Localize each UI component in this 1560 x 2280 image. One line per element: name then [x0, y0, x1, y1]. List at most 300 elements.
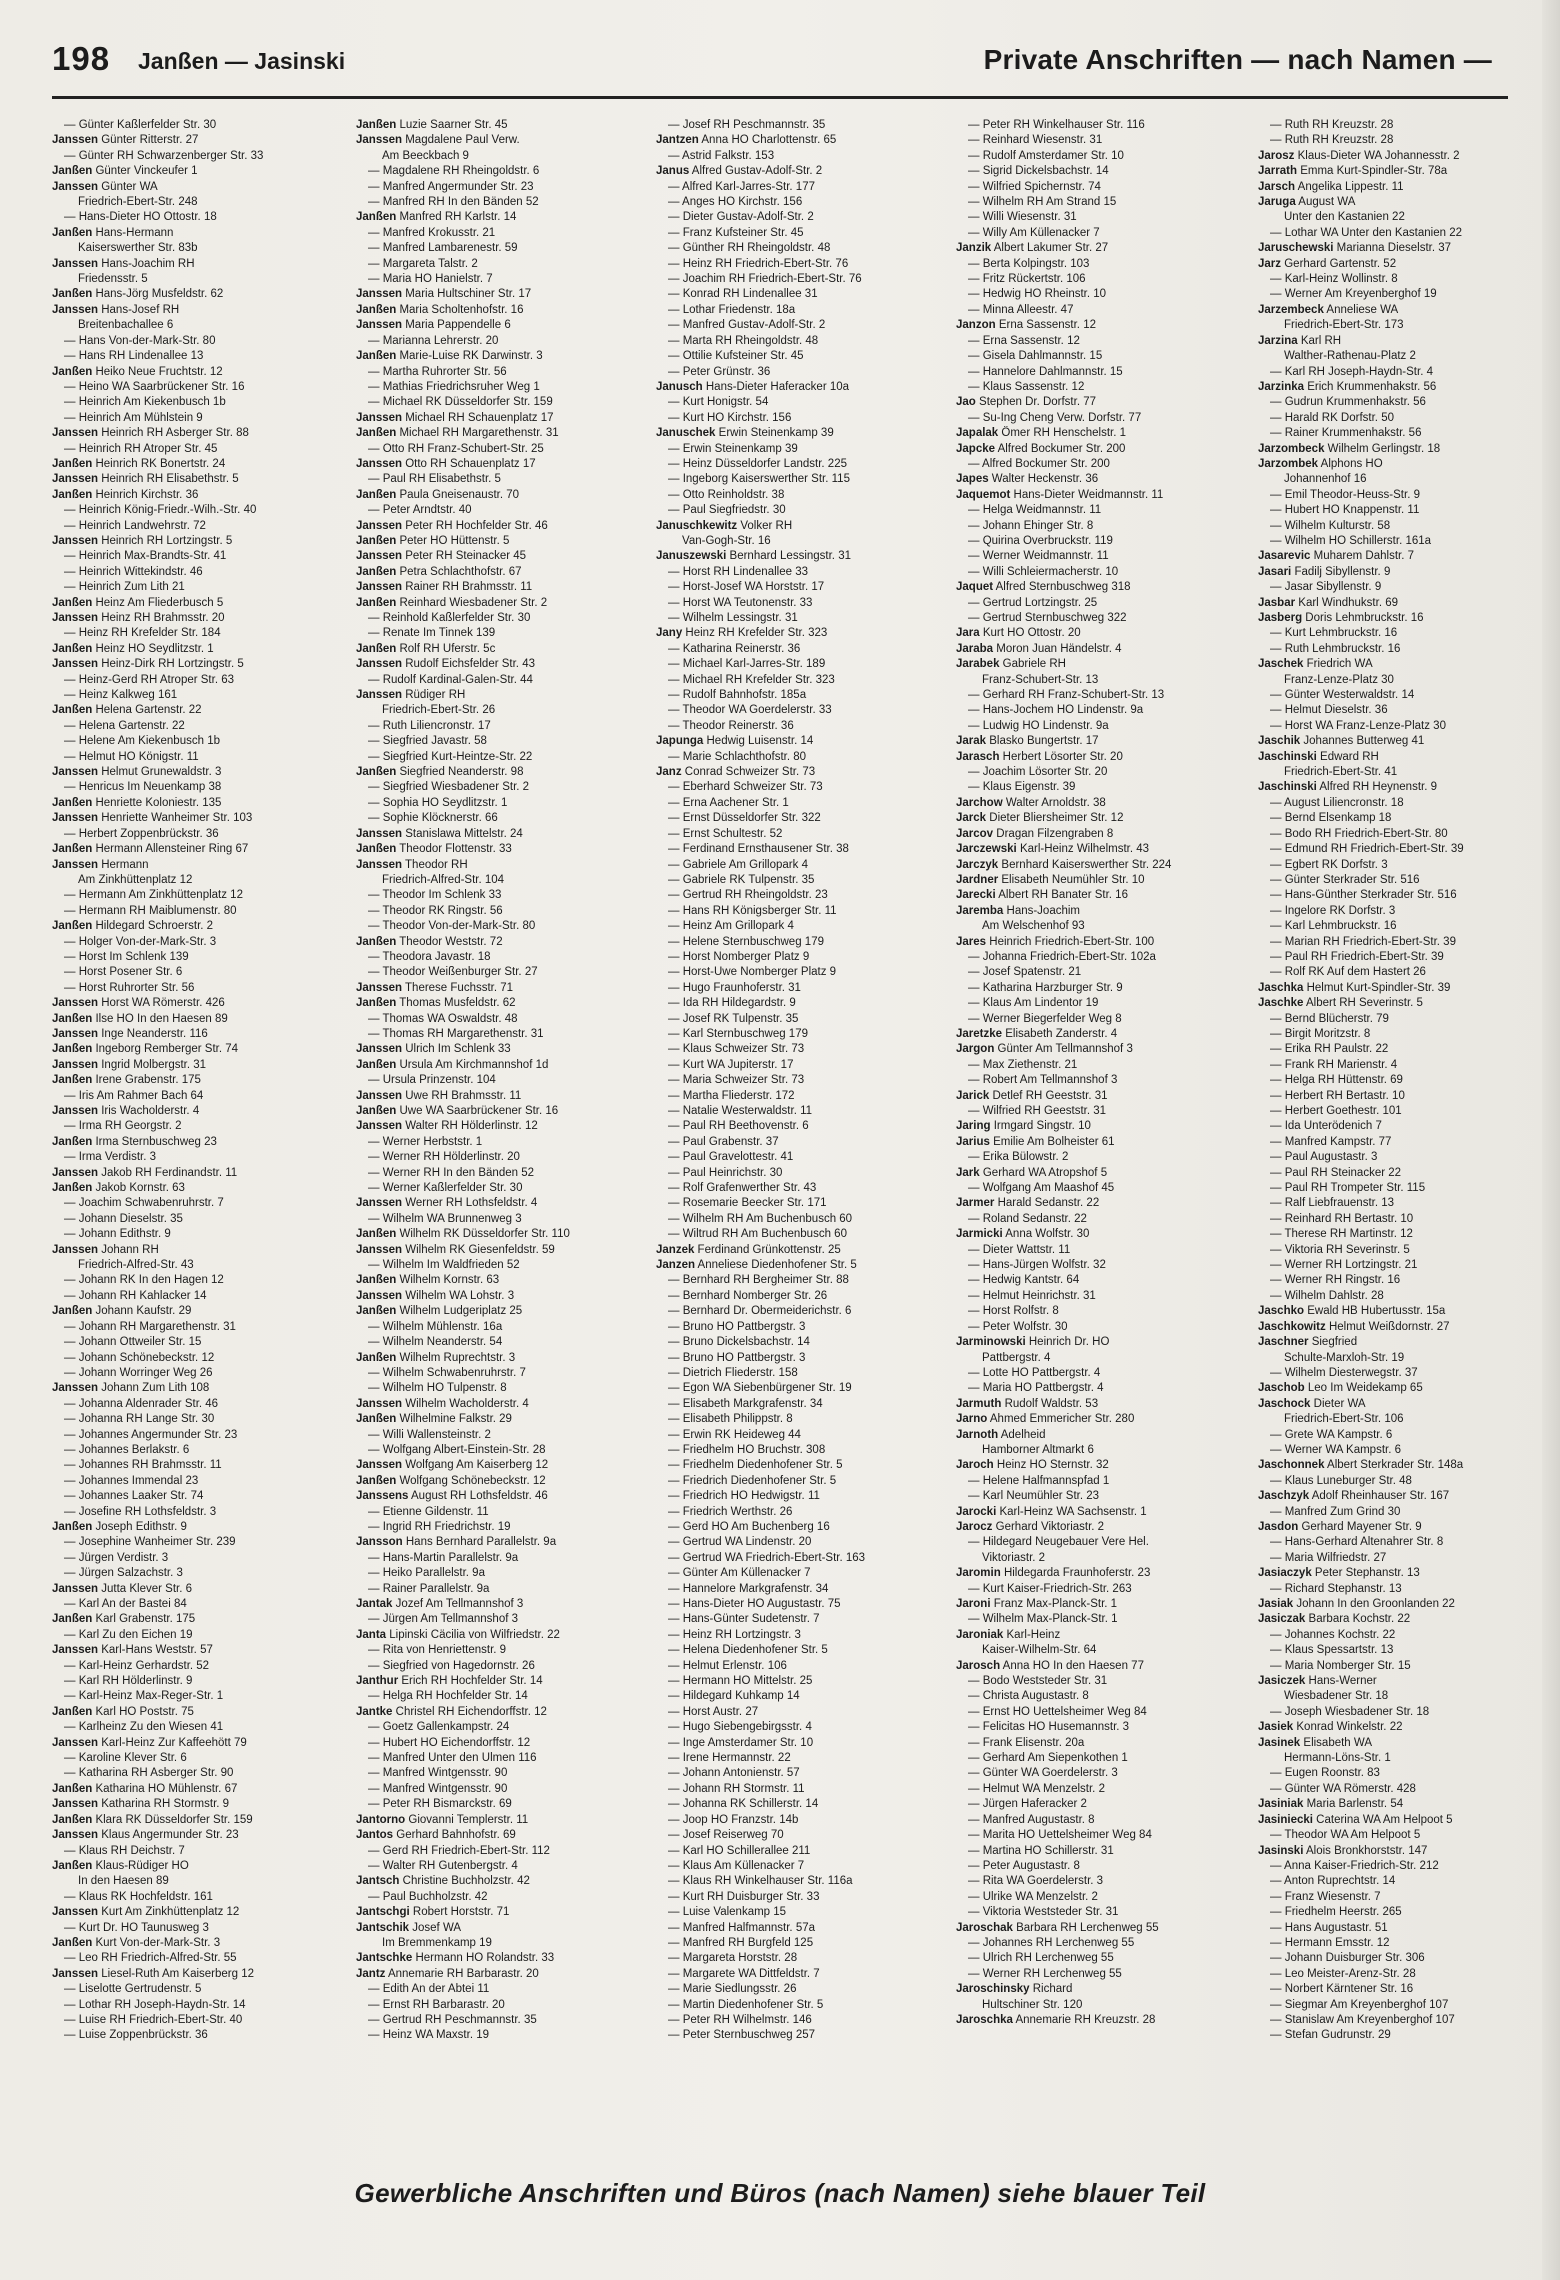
directory-entry: — Helene Sternbuschweg 179 [668, 935, 824, 948]
directory-entry: Japunga Hedwig Luisenstr. 14 [656, 735, 814, 748]
directory-entry: Jaroch Heinz HO Sternstr. 32 [956, 1459, 1109, 1472]
directory-entry: Jaschinski Edward RH [1258, 750, 1379, 763]
directory-entry: — Siegfried Javastr. 58 [368, 735, 487, 748]
directory-entry: Janßen Irene Grabenstr. 175 [52, 1074, 201, 1087]
directory-entry: — Franz Wiesenstr. 7 [1270, 1890, 1381, 1903]
page-header [52, 40, 1492, 90]
directory-entry: — Theodor Weißenburger Str. 27 [368, 966, 538, 979]
directory-entry: — Wilhelm WA Brunnenweg 3 [368, 1212, 522, 1225]
directory-entry: — Thomas WA Oswaldstr. 48 [368, 1012, 518, 1025]
directory-entry: — Alfred Karl-Jarres-Str. 177 [668, 180, 815, 193]
directory-entry: Friedrich-Alfred-Str. 104 [382, 873, 505, 886]
directory-entry: — Rainer Krummenhakstr. 56 [1270, 427, 1422, 440]
directory-entry: — Klaus Am Lindentor 19 [968, 997, 1099, 1010]
directory-entry: — Renate Im Tinnek 139 [368, 627, 496, 640]
directory-entry: — Reinhard Wiesenstr. 31 [968, 134, 1103, 147]
directory-entry: Jaroniak Karl-Heinz [956, 1628, 1061, 1641]
directory-entry: Janssen Jutta Klever Str. 6 [52, 1582, 192, 1595]
directory-entry: — Hedwig HO Rheinstr. 10 [968, 288, 1107, 301]
directory-entry: Janssen Peter RH Steinacker 45 [356, 550, 527, 563]
directory-entry: Janssen Ulrich Im Schlenk 33 [356, 1043, 511, 1056]
directory-entry: — Siegfried von Hagedornstr. 26 [368, 1659, 535, 1672]
directory-entry: — Karl Lehmbruckstr. 16 [1270, 920, 1397, 933]
directory-entry: Janus Alfred Gustav-Adolf-Str. 2 [656, 165, 823, 178]
directory-entry: — Margareta Talstr. 2 [368, 257, 478, 270]
directory-entry: — Rudolf Amsterdamer Str. 10 [968, 149, 1124, 162]
directory-entry: — Friedhelm Diedenhofener Str. 5 [668, 1459, 843, 1472]
directory-entry: — Johann Edithstr. 9 [64, 1228, 171, 1241]
directory-entry: — Heinrich Am Kiekenbusch 1b [64, 396, 226, 409]
directory-entry: Janssen Magdalene Paul Verw. [356, 134, 520, 147]
directory-entry: — Wolfgang Am Maashof 45 [968, 1182, 1115, 1195]
directory-entry: Jasdon Gerhard Mayener Str. 9 [1258, 1520, 1422, 1533]
directory-entry: — Johann Antonienstr. 57 [668, 1767, 800, 1780]
directory-entry: — Eugen Roonstr. 83 [1270, 1767, 1380, 1780]
directory-entry: — Friedhelm HO Bruchstr. 308 [668, 1443, 826, 1456]
directory-entry: Japcke Alfred Bockumer Str. 200 [956, 442, 1126, 455]
directory-entry: — Hugo Siebengebirgsstr. 4 [668, 1721, 812, 1734]
directory-entry: Janßen Wilhelm Ruprechtstr. 3 [356, 1351, 516, 1364]
directory-entry: — Horst Im Schlenk 139 [64, 950, 189, 963]
directory-entry: — Helmut Heinrichstr. 31 [968, 1289, 1096, 1302]
directory-entry: — Ingrid RH Friedrichstr. 19 [368, 1520, 511, 1533]
directory-entry: — Hannelore Markgrafenstr. 34 [668, 1582, 829, 1595]
section-title: Private Anschriften — nach Namen — [983, 44, 1492, 75]
directory-entry: — Theodor WA Goerdelerstr. 33 [668, 704, 832, 717]
directory-entry: Janßen Marie-Luise RK Darwinstr. 3 [356, 350, 543, 363]
directory-entry: Jaruga August WA [1258, 196, 1356, 209]
directory-entry: Janßen Günter Vinckeufer 1 [52, 165, 198, 178]
directory-entry: — Hermann HO Mittelstr. 25 [668, 1675, 813, 1688]
directory-entry: — Kurt RH Duisburger Str. 33 [668, 1890, 820, 1903]
directory-entry: — Ernst RH Barbarastr. 20 [368, 1998, 505, 2011]
directory-entry: Jaquet Alfred Sternbuschweg 318 [956, 581, 1131, 594]
directory-entry: — Viktoria Weststeder Str. 31 [968, 1906, 1119, 1919]
directory-entry: — Sigrid Dickelsbachstr. 14 [968, 165, 1109, 178]
directory-entry: — Theodor Im Schlenk 33 [368, 889, 502, 902]
directory-entry: — Friedrich HO Hedwigstr. 11 [668, 1490, 820, 1503]
directory-entry: — Manfred Unter den Ulmen 116 [368, 1752, 537, 1765]
directory-entry: Janssen Ingrid Molbergstr. 31 [52, 1058, 207, 1071]
directory-entry: — Michael RK Düsseldorfer Str. 159 [368, 396, 553, 409]
directory-entry: — Gabriele Am Grillopark 4 [668, 858, 808, 871]
directory-entry: — Viktoria RH Severinstr. 5 [1270, 1243, 1410, 1256]
directory-entry: — Theodor WA Am Helpoot 5 [1270, 1829, 1421, 1842]
directory-entry: — Herbert Goethestr. 101 [1270, 1105, 1402, 1117]
directory-entry: — Ingeborg Kaiserswerther Str. 115 [668, 473, 850, 486]
directory-entry: Jasiek Konrad Winkelstr. 22 [1258, 1721, 1403, 1734]
directory-entry: Jarczewski Karl-Heinz Wilhelmstr. 43 [956, 843, 1150, 856]
directory-entry: — Erwin RK Heideweg 44 [668, 1428, 801, 1441]
directory-entry: — Manfred RH In den Bänden 52 [368, 196, 539, 209]
directory-entry: — Wilhelm Diesterwegstr. 37 [1270, 1366, 1418, 1379]
directory-entry: — Josephine Wanheimer Str. 239 [64, 1536, 236, 1549]
directory-entry: — Erika RH Paulstr. 22 [1270, 1043, 1389, 1056]
directory-entry: — Hubert HO Eichendorffstr. 12 [368, 1736, 531, 1749]
directory-entry: — Peter Grünstr. 36 [668, 365, 771, 378]
directory-entry: — Anton Ruprechtstr. 14 [1270, 1875, 1396, 1888]
directory-entry: — Klaus Luneburger Str. 48 [1270, 1474, 1412, 1487]
directory-entry: Jarzombeck Wilhelm Gerlingstr. 18 [1258, 442, 1441, 455]
directory-entry: — Gudrun Krummenhakstr. 56 [1270, 396, 1426, 409]
directory-entry: Jantorno Giovanni Templerstr. 11 [356, 1813, 529, 1826]
directory-entry: Janßen Jakob Kornstr. 63 [52, 1182, 185, 1195]
directory-entry: — Heinz Am Grillopark 4 [668, 920, 794, 933]
directory-entry: Jasinek Elisabeth WA [1258, 1736, 1372, 1749]
directory-entry: — Liselotte Gertrudenstr. 5 [64, 1983, 202, 1996]
directory-entry: — Hubert HO Knappenstr. 11 [1270, 504, 1420, 517]
directory-entry: Kaiserswerther Str. 83b [78, 242, 198, 255]
directory-entry: Janssen Rainer RH Brahmsstr. 11 [356, 581, 533, 594]
directory-entry: — Gerd HO Am Buchenberg 16 [668, 1520, 830, 1533]
directory-entry: — Werner Biegerfelder Weg 8 [968, 1012, 1122, 1025]
directory-entry: — Paul Gravelottestr. 41 [668, 1151, 794, 1164]
directory-entry: — Heino WA Saarbrückener Str. 16 [64, 380, 245, 393]
directory-entry: Breitenbachallee 6 [78, 319, 174, 332]
directory-entry: — Marie Schlachthofstr. 80 [668, 750, 807, 763]
directory-entry: — Johannes Laaker Str. 74 [64, 1490, 204, 1503]
directory-entry: Jaretzke Elisabeth Zanderstr. 4 [956, 1027, 1118, 1040]
directory-entry: — Anges HO Kirchstr. 156 [668, 196, 803, 209]
directory-entry: Janssen Horst WA Römerstr. 426 [52, 997, 225, 1010]
directory-entry: — Klaus RH Winkelhauser Str. 116a [668, 1875, 853, 1888]
directory-entry: Jasiaczyk Peter Stephanstr. 13 [1258, 1567, 1420, 1580]
directory-entry: — Kurt Dr. HO Taunusweg 3 [64, 1921, 209, 1934]
directory-entry: Janßen Hildegard Schroerstr. 2 [52, 920, 214, 933]
directory-entry: — Hermann RH Maiblumenstr. 80 [64, 904, 237, 917]
directory-entry: — Max Ziethenstr. 21 [968, 1058, 1078, 1071]
directory-entry: Franz-Schubert-Str. 13 [982, 673, 1099, 686]
directory-entry: Jarzina Karl RH [1258, 334, 1342, 347]
directory-entry: Janßen Petra Schlachthofstr. 67 [356, 565, 522, 578]
directory-entry: Franz-Lenze-Platz 30 [1284, 673, 1394, 686]
directory-entry: — Leo RH Friedrich-Alfred-Str. 55 [64, 1952, 237, 1965]
directory-entry: Janßen Klara RK Düsseldorfer Str. 159 [52, 1813, 253, 1826]
directory-entry: — Roland Sedanstr. 22 [968, 1212, 1087, 1225]
directory-entry: — Hugo Fraunhoferstr. 31 [668, 981, 801, 994]
directory-entry: — Joachim Schwabenruhrstr. 7 [64, 1197, 224, 1210]
directory-entry: — Günther RH Rheingoldstr. 48 [668, 242, 831, 255]
directory-entry: — Hans-Martin Parallelstr. 9a [368, 1551, 519, 1564]
directory-entry: Janssen Liesel-Ruth Am Kaiserberg 12 [52, 1967, 254, 1980]
directory-entry: — Kurt Honigstr. 54 [668, 396, 769, 409]
directory-entry: Janssen Wilhelm Wacholderstr. 4 [356, 1397, 529, 1410]
directory-entry: Janzon Erna Sassenstr. 12 [956, 319, 1096, 332]
footer-note: Gewerbliche Anschriften und Büros (nach Namen) siehe blauer Teil [354, 2178, 1206, 2208]
directory-entry: Jaroschak Barbara RH Lerchenweg 55 [956, 1921, 1159, 1934]
directory-entry: — Johann Ehinger Str. 8 [968, 519, 1094, 532]
directory-column-1 [52, 118, 344, 2044]
directory-entry: — Helmut WA Menzelstr. 2 [968, 1782, 1105, 1795]
directory-entry: Am Zinkhüttenplatz 12 [78, 873, 193, 886]
directory-entry: Janßen Katharina HO Mühlenstr. 67 [52, 1782, 238, 1795]
directory-entry: — Ursula Prinzenstr. 104 [368, 1074, 496, 1087]
directory-entry: — Gabriele RK Tulpenstr. 35 [668, 873, 815, 886]
directory-entry: — Paul Heinrichstr. 30 [668, 1166, 783, 1179]
directory-entry: — Werner RH Lerchenweg 55 [968, 1967, 1122, 1980]
directory-entry: — Emil Theodor-Heuss-Str. 9 [1270, 488, 1420, 501]
directory-entry: — Hans-Dieter HO Ottostr. 18 [64, 211, 217, 224]
directory-entry: — Wilhelm HO Schillerstr. 161a [1270, 534, 1432, 547]
directory-entry: Janßen Reinhard Wiesbadener Str. 2 [356, 596, 548, 609]
directory-entry: Janßen Heinrich Kirchstr. 36 [52, 488, 199, 501]
directory-entry: — Margarete WA Dittfeldstr. 7 [668, 1967, 820, 1980]
directory-entry: — Johannes Berlakstr. 6 [64, 1443, 190, 1456]
directory-entry: — Lothar WA Unter den Kastanien 22 [1270, 226, 1462, 239]
directory-entry: Janssen Klaus Angermunder Str. 23 [52, 1829, 239, 1842]
directory-entry: — Josefine RH Lothsfeldstr. 3 [64, 1505, 217, 1518]
directory-entry: — Marie Siedlungsstr. 26 [668, 1983, 797, 1996]
directory-entry: — Paul Siegfriedstr. 30 [668, 504, 786, 517]
directory-entry: — Karl RH Joseph-Haydn-Str. 4 [1270, 365, 1433, 378]
directory-entry: — Reinhard RH Bertastr. 10 [1270, 1212, 1414, 1225]
directory-entry: — Rita von Henriettenstr. 9 [368, 1644, 507, 1657]
directory-entry: Janssen Heinrich RH Lortzingstr. 5 [52, 534, 233, 547]
directory-entry: — Otto RH Franz-Schubert-Str. 25 [368, 442, 544, 455]
directory-entry: — Ferdinand Ernsthausener Str. 38 [668, 843, 849, 856]
directory-entry: — Eberhard Schweizer Str. 73 [668, 781, 823, 794]
directory-entry: — Wilhelm HO Tulpenstr. 8 [368, 1382, 507, 1395]
directory-entry: Jasiniecki Caterina WA Am Helpoot 5 [1258, 1813, 1453, 1826]
directory-entry: — Ralf Liebfrauenstr. 13 [1270, 1197, 1395, 1210]
directory-entry: — Joachim Lösorter Str. 20 [968, 766, 1108, 779]
directory-entry: Jarzombek Alphons HO [1258, 457, 1383, 470]
directory-entry: Walther-Rathenau-Platz 2 [1284, 350, 1416, 363]
directory-entry: Janßen Henriette Koloniestr. 135 [52, 796, 222, 809]
directory-entry: Jaschzyk Adolf Rheinhauser Str. 167 [1258, 1490, 1450, 1503]
directory-entry: Janßen Heinz Am Fliederbusch 5 [52, 596, 224, 609]
directory-entry: — Helena Diedenhofener Str. 5 [668, 1644, 828, 1657]
directory-entry: Friedrich-Ebert-Str. 41 [1284, 766, 1398, 779]
directory-entry: — Horst Nomberger Platz 9 [668, 950, 810, 963]
directory-entry: — Maria Nomberger Str. 15 [1270, 1659, 1411, 1672]
directory-entry: — Rainer Parallelstr. 9a [368, 1582, 490, 1595]
directory-entry: — Heinrich König-Friedr.-Wilh.-Str. 40 [64, 504, 257, 517]
directory-entry: Jarzinka Erich Krummenhakstr. 56 [1258, 380, 1437, 393]
directory-entry: — Reinhold Kaßlerfelder Str. 30 [368, 612, 531, 624]
directory-entry: Janssen Hans-Josef RH [52, 303, 180, 316]
directory-entry: — Klaus Schweizer Str. 73 [668, 1043, 805, 1056]
directory-entry: — Egbert RK Dorfstr. 3 [1270, 858, 1388, 871]
directory-entry: Jarmer Harald Sedanstr. 22 [956, 1197, 1100, 1210]
directory-entry: — Luise RH Friedrich-Ebert-Str. 40 [64, 2013, 243, 2026]
directory-entry: Januszewski Bernhard Lessingstr. 31 [656, 550, 851, 563]
directory-entry: Janssen Peter RH Hochfelder Str. 46 [356, 519, 548, 532]
directory-entry: — Edith An der Abtei 11 [368, 1983, 490, 1996]
directory-entry: Jasbar Karl Windhukstr. 69 [1258, 596, 1398, 609]
directory-entry: Jaschik Johannes Butterweg 41 [1258, 735, 1425, 748]
directory-entry: Im Bremmenkamp 19 [382, 1936, 492, 1949]
directory-entry: — Herbert Zoppenbrückstr. 36 [64, 827, 219, 840]
directory-entry: — Lothar RH Joseph-Haydn-Str. 14 [64, 1998, 246, 2011]
directory-entry: — Joop HO Franzstr. 14b [668, 1813, 799, 1826]
directory-entry: Janssen Jakob RH Ferdinandstr. 11 [52, 1166, 238, 1179]
directory-entry: — Erna Sassenstr. 12 [968, 334, 1080, 347]
directory-entry: — Paul RH Friedrich-Ebert-Str. 39 [1270, 950, 1444, 963]
directory-entry: — Heinz WA Maxstr. 19 [368, 2029, 489, 2042]
directory-entry: Jarak Blasko Bungertstr. 17 [956, 735, 1099, 748]
directory-entry: Janßen Rolf RH Uferstr. 5c [356, 642, 496, 655]
directory-entry: — Gertrud WA Lindenstr. 20 [668, 1536, 812, 1549]
directory-entry: Jasberg Doris Lehmbruckstr. 16 [1258, 612, 1424, 624]
name-range: Janßen — Jasinski [138, 48, 346, 74]
directory-entry: Janssen Michael RH Schauenplatz 17 [356, 411, 554, 424]
directory-entry: Janz Conrad Schweizer Str. 73 [656, 766, 816, 779]
directory-entry: Janssen Inge Neanderstr. 116 [52, 1027, 208, 1040]
directory-entry: — Manfred Wintgensstr. 90 [368, 1767, 508, 1780]
directory-entry: — Dieter Gustav-Adolf-Str. 2 [668, 211, 814, 224]
directory-entry: — Karl Sternbuschweg 179 [668, 1027, 808, 1040]
directory-entry: Jarck Dieter Bliersheimer Str. 12 [956, 812, 1124, 825]
directory-entry: — Ruth RH Kreuzstr. 28 [1270, 134, 1394, 147]
directory-entry: — Erna Aachener Str. 1 [668, 796, 789, 809]
directory-entry: Am Beeckbach 9 [382, 149, 469, 162]
directory-entry: — Helmut Dieselstr. 36 [1270, 704, 1388, 717]
directory-entry: — Konrad RH Lindenallee 31 [668, 288, 818, 301]
directory-entry: — Werner Am Kreyenberghof 19 [1270, 288, 1437, 301]
directory-entry: — Jürgen Verdistr. 3 [64, 1551, 169, 1564]
directory-entry: — Manfred Angermunder Str. 23 [368, 180, 534, 193]
directory-entry: — Heinrich Zum Lith 21 [64, 581, 185, 594]
directory-entry: Janßen Theodor Flottenstr. 33 [356, 843, 512, 856]
directory-entry: — Michael RH Krefelder Str. 323 [668, 673, 835, 686]
directory-entry: — Berta Kolpingstr. 103 [968, 257, 1090, 270]
directory-entry: — Herbert RH Bertastr. 10 [1270, 1089, 1405, 1102]
directory-entry: Hultschiner Str. 120 [982, 1998, 1083, 2011]
directory-entry: — Hans-Günter Sudetenstr. 7 [668, 1613, 820, 1626]
directory-entry: Janßen Wilhelm Kornstr. 63 [356, 1274, 500, 1287]
directory-entry: — Horst Posener Str. 6 [64, 966, 183, 979]
directory-entry: Jarminowski Heinrich Dr. HO [956, 1336, 1110, 1349]
directory-entry: — Horst WA Teutonenstr. 33 [668, 596, 813, 609]
directory-entry: Janßen Wilhelmine Falkstr. 29 [356, 1413, 512, 1426]
directory-entry: — Richard Stephanstr. 13 [1270, 1582, 1402, 1595]
directory-entry: — Natalie Westerwaldstr. 11 [668, 1105, 813, 1117]
directory-entry: Jantz Annemarie RH Barbarastr. 20 [356, 1967, 539, 1980]
directory-entry: — Josef RK Tulpenstr. 35 [668, 1012, 799, 1025]
directory-entry: — Peter Wolfstr. 30 [968, 1320, 1068, 1333]
directory-entry: — Otto Reinholdstr. 38 [668, 488, 785, 501]
directory-entry: Janßen Hans-Hermann [52, 226, 174, 239]
directory-entry: — Wilhelm RH Am Strand 15 [968, 196, 1117, 209]
directory-entry: — Kurt HO Kirchstr. 156 [668, 411, 792, 424]
directory-entry: Janssen Günter WA [52, 180, 158, 193]
directory-entry: — Helmut HO Königstr. 11 [64, 750, 199, 763]
directory-entry: — Bodo Weststeder Str. 31 [968, 1675, 1108, 1688]
directory-entry: — Jürgen Salzachstr. 3 [64, 1567, 183, 1580]
directory-entry: — Hans-Gerhard Altenahrer Str. 8 [1270, 1536, 1444, 1549]
directory-entry: — Martha Ruhrorter Str. 56 [368, 365, 507, 378]
directory-entry: — Erwin Steinenkamp 39 [668, 442, 798, 455]
directory-entry: Janßen Michael RH Margarethenstr. 31 [356, 427, 559, 440]
directory-entry: — Jasar Sibyllenstr. 9 [1270, 581, 1382, 594]
directory-entry: — Ingelore RK Dorfstr. 3 [1270, 904, 1396, 917]
directory-entry: Janßen Irma Sternbuschweg 23 [52, 1135, 217, 1148]
directory-entry: Jarosch Anna HO In den Haesen 77 [956, 1659, 1144, 1672]
directory-entry: — Horst-Uwe Nomberger Platz 9 [668, 966, 837, 979]
directory-entry: Janßen Manfred RH Karlstr. 14 [356, 211, 517, 224]
directory-entry: — Inge Amsterdamer Str. 10 [668, 1736, 814, 1749]
directory-entry: — Heinz Düsseldorfer Landstr. 225 [668, 457, 847, 470]
directory-entry: Janssen Kurt Am Zinkhüttenplatz 12 [52, 1906, 240, 1919]
directory-entry: — Horst Ruhrorter Str. 56 [64, 981, 195, 994]
directory-entry: — Birgit Moritzstr. 8 [1270, 1027, 1371, 1040]
directory-entry: — Marita HO Uettelsheimer Weg 84 [968, 1829, 1152, 1842]
directory-entry: — Helga RH Hüttenstr. 69 [1270, 1074, 1403, 1087]
directory-entry: Jantzen Anna HO Charlottenstr. 65 [656, 134, 837, 147]
directory-entry: Jasarevic Muharem Dahlstr. 7 [1258, 550, 1414, 563]
directory-entry: — Ernst Düsseldorfer Str. 322 [668, 812, 821, 825]
directory-entry: Janssen Rüdiger RH [356, 689, 466, 702]
directory-entry: — Ernst Schultestr. 52 [668, 827, 783, 840]
directory-entry: — Manfred Krokusstr. 21 [368, 226, 496, 239]
directory-entry: Jaring Irmgard Singstr. 10 [956, 1120, 1091, 1133]
directory-entry: Janßen Heinz HO Seydlitzstr. 1 [52, 642, 214, 655]
directory-entry: — Hermann Am Zinkhüttenplatz 12 [64, 889, 243, 902]
directory-entry: Jaruschewski Marianna Dieselstr. 37 [1258, 242, 1452, 255]
directory-entry: Janzek Ferdinand Grünkottenstr. 25 [656, 1243, 841, 1256]
directory-entry: — Hans RH Königsberger Str. 11 [668, 904, 837, 917]
directory-entry: — Wilhelm Neanderstr. 54 [368, 1336, 503, 1349]
directory-entry: — Wilfried RH Geeststr. 31 [968, 1105, 1107, 1117]
directory-entry: Viktoriastr. 2 [982, 1551, 1046, 1564]
directory-entry: — Werner WA Kampstr. 6 [1270, 1443, 1402, 1456]
directory-entry: — Heinz RH Friedrich-Ebert-Str. 76 [668, 257, 849, 270]
directory-entry: — Hannelore Dahlmannstr. 15 [968, 365, 1123, 378]
directory-entry: Jasiczak Barbara Kochstr. 22 [1258, 1613, 1411, 1626]
directory-entry: Janssen Wilhelm WA Lohstr. 3 [356, 1289, 515, 1302]
directory-entry: Jantschke Hermann HO Rolandstr. 33 [356, 1952, 555, 1965]
directory-column-4 [956, 118, 1248, 2028]
directory-entry: — Gertrud WA Friedrich-Ebert-Str. 163 [668, 1551, 866, 1564]
directory-entry: — Manfred Zum Grind 30 [1270, 1505, 1401, 1518]
directory-entry: — Bernhard Nomberger Str. 26 [668, 1289, 828, 1302]
directory-entry: Jasari Fadilj Sibyllenstr. 9 [1258, 565, 1391, 578]
directory-entry: — Horst RH Lindenallee 33 [668, 565, 808, 578]
directory-entry: — Josef Spatenstr. 21 [968, 966, 1082, 979]
directory-entry: — Walter RH Gutenbergstr. 4 [368, 1859, 518, 1872]
directory-entry: Jarno Ahmed Emmericher Str. 280 [956, 1413, 1135, 1426]
header-rule [52, 96, 1508, 99]
directory-entry: — Thomas RH Margarethenstr. 31 [368, 1027, 544, 1040]
directory-entry: Jarmicki Anna Wolfstr. 30 [956, 1228, 1090, 1241]
directory-entry: — Heinrich Landwehrstr. 72 [64, 519, 206, 532]
directory-entry: — Heinz-Gerd RH Atroper Str. 63 [64, 673, 235, 686]
directory-entry: Jaromin Hildegarda Fraunhoferstr. 23 [956, 1567, 1151, 1580]
directory-entry: — Minna Alleestr. 47 [968, 303, 1074, 316]
directory-entry: Jantschik Josef WA [356, 1921, 462, 1934]
directory-entry: — Hans-Dieter HO Augustastr. 75 [668, 1598, 841, 1610]
directory-entry: — Karl-Heinz Gerhardstr. 52 [64, 1659, 210, 1672]
directory-entry: — Johann RH Kahlacker 14 [64, 1289, 207, 1302]
directory-entry: — Peter Sternbuschweg 257 [668, 2029, 816, 2042]
directory-entry: Janusch Hans-Dieter Haferacker 10a [656, 380, 850, 393]
directory-entry: — Rolf RK Auf dem Hastert 26 [1270, 966, 1426, 979]
directory-entry: — Bruno Dickelsbachstr. 14 [668, 1336, 810, 1349]
directory-entry: Janssen Hermann [52, 858, 149, 871]
directory-entry: — Joachim RH Friedrich-Ebert-Str. 76 [668, 273, 862, 286]
directory-entry: Jarecki Albert RH Banater Str. 16 [956, 889, 1128, 902]
directory-entry: — Johann Dieselstr. 35 [64, 1212, 183, 1225]
directory-entry: — Helga RH Hochfelder Str. 14 [368, 1690, 528, 1703]
directory-entry: Janssen Johann RH [52, 1243, 159, 1256]
directory-entry: Jaremba Hans-Joachim [956, 904, 1081, 917]
directory-entry: — Horst Rolfstr. 8 [968, 1305, 1059, 1318]
directory-entry: — Hildegard Neugebauer Vere Hel. [968, 1536, 1149, 1549]
directory-entry: Janßen Paula Gneisenaustr. 70 [356, 488, 520, 501]
directory-entry: — Manfred Wintgensstr. 90 [368, 1782, 508, 1795]
directory-entry: Janßen Karl Grabenstr. 175 [52, 1613, 196, 1626]
